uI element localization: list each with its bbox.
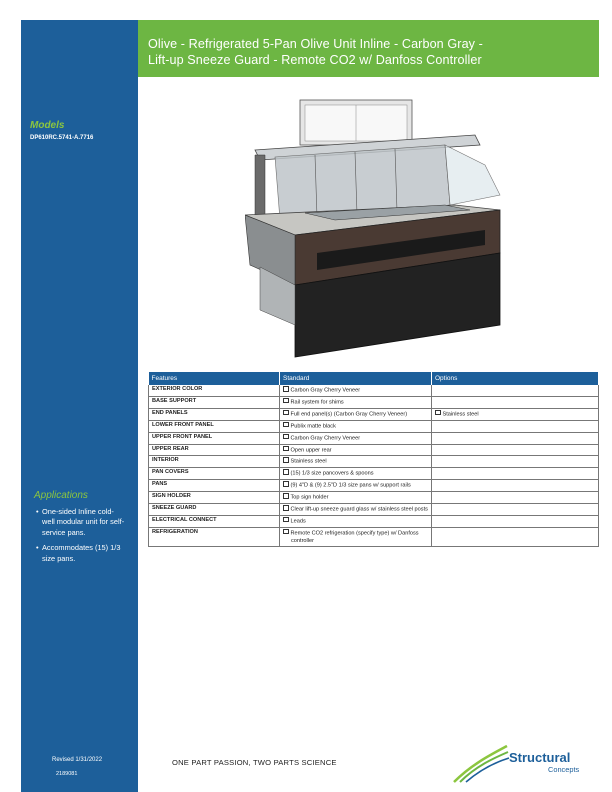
feature-name: REFRIGERATION xyxy=(149,527,280,546)
table-row xyxy=(149,468,599,480)
feature-name: BASE SUPPORT xyxy=(149,396,280,408)
standard-cell xyxy=(280,468,432,480)
checkbox-icon xyxy=(283,517,289,523)
option-cell xyxy=(432,492,599,504)
checkbox-icon xyxy=(283,386,289,392)
feature-name: SIGN HOLDER xyxy=(149,492,280,504)
option-cell xyxy=(432,396,599,408)
option-cell xyxy=(432,456,599,468)
table-row xyxy=(149,408,599,420)
table-header-row xyxy=(149,372,599,385)
model-number: DP610RC.5741-A.7716 xyxy=(30,135,94,141)
standard-text: Carbon Gray Cherry Veneer xyxy=(290,387,361,394)
document-code: 2189081 xyxy=(56,771,78,777)
standard-cell xyxy=(280,527,432,546)
option-text: Stainless steel xyxy=(442,411,479,418)
option-cell xyxy=(432,444,599,456)
application-item: • Accommodates (15) 1/3 size pans. xyxy=(36,543,126,564)
applications-heading: Applications xyxy=(34,490,88,501)
standard-text: Carbon Gray Cherry Veneer xyxy=(290,435,361,442)
table-row xyxy=(149,444,599,456)
checkbox-icon xyxy=(283,422,289,428)
features-table xyxy=(148,372,599,547)
table-row xyxy=(149,480,599,492)
feature-name: SNEEZE GUARD xyxy=(149,504,280,516)
feature-name: EXTERIOR COLOR xyxy=(149,385,280,396)
table-row xyxy=(149,456,599,468)
checkbox-icon xyxy=(283,410,289,416)
standard-text: Top sign holder xyxy=(290,494,329,501)
page-title xyxy=(148,36,588,68)
table-row xyxy=(149,396,599,408)
table-row xyxy=(149,432,599,444)
option-cell xyxy=(432,515,599,527)
option-cell xyxy=(432,527,599,546)
feature-name: ELECTRICAL CONNECT xyxy=(149,515,280,527)
standard-cell xyxy=(280,385,432,396)
checkbox-icon xyxy=(283,434,289,440)
standard-cell xyxy=(280,408,432,420)
application-item: • One-sided Inline cold-well modular unit for self-service pans. xyxy=(36,507,126,538)
logo-subtitle: Concepts xyxy=(548,765,580,774)
feature-name: PAN COVERS xyxy=(149,468,280,480)
checkbox-icon xyxy=(283,457,289,463)
revised-date: Revised 1/31/2022 xyxy=(52,757,103,763)
title-line-2: Lift-up Sneeze Guard - Remote CO2 w/ Danfoss Controller xyxy=(148,53,482,67)
table-row xyxy=(149,420,599,432)
table-row xyxy=(149,492,599,504)
col-header-features: Features xyxy=(149,372,280,385)
standard-text: Clear lift-up sneeze guard glass w/ stainless steel posts xyxy=(290,506,428,513)
checkbox-icon xyxy=(283,493,289,499)
option-cell xyxy=(432,432,599,444)
standard-cell xyxy=(280,456,432,468)
checkbox-icon xyxy=(283,398,289,404)
checkbox-icon xyxy=(283,446,289,452)
checkbox-icon xyxy=(283,529,289,535)
col-header-standard: Standard xyxy=(280,372,432,385)
table-row xyxy=(149,515,599,527)
standard-cell xyxy=(280,504,432,516)
feature-name: PANS xyxy=(149,480,280,492)
footer-tagline: ONE PART PASSION, TWO PARTS SCIENCE xyxy=(172,758,337,767)
standard-cell xyxy=(280,492,432,504)
standard-text: Open upper rear xyxy=(290,447,332,454)
standard-text: Remote CO2 refrigeration (specify type) w/ Danfoss controller xyxy=(290,530,419,544)
checkbox-icon xyxy=(283,481,289,487)
standard-cell xyxy=(280,420,432,432)
standard-text: Publix matte black xyxy=(290,423,336,430)
checkbox-icon xyxy=(435,410,441,416)
option-cell xyxy=(432,480,599,492)
feature-name: LOWER FRONT PANEL xyxy=(149,420,280,432)
option-cell xyxy=(432,408,599,420)
standard-text: Leads xyxy=(290,518,306,525)
standard-text: Full end panel(s) (Carbon Gray Cherry Veneer) xyxy=(290,411,408,418)
option-cell xyxy=(432,504,599,516)
option-cell xyxy=(432,420,599,432)
checkbox-icon xyxy=(283,505,289,511)
standard-text: Rail system for shims xyxy=(290,399,344,406)
product-image xyxy=(245,95,505,360)
col-header-options: Options xyxy=(432,372,599,385)
standard-text: (9) 4"D & (9) 2.5"D 1/3 size pans w/ support rails xyxy=(290,482,411,489)
standard-cell xyxy=(280,480,432,492)
option-cell xyxy=(432,468,599,480)
feature-name: UPPER FRONT PANEL xyxy=(149,432,280,444)
feature-name: INTERIOR xyxy=(149,456,280,468)
title-line-1: Olive - Refrigerated 5-Pan Olive Unit Inline - Carbon Gray - xyxy=(148,37,483,51)
standard-cell xyxy=(280,396,432,408)
standard-text: Stainless steel xyxy=(290,458,327,465)
feature-name: END PANELS xyxy=(149,408,280,420)
logo-name: Structural xyxy=(509,750,571,765)
feature-name: UPPER REAR xyxy=(149,444,280,456)
standard-text: (15) 1/3 size pancovers & spoons xyxy=(290,470,374,477)
checkbox-icon xyxy=(283,469,289,475)
table-row xyxy=(149,385,599,396)
models-heading: Models xyxy=(30,120,65,131)
table-row xyxy=(149,504,599,516)
standard-cell xyxy=(280,432,432,444)
option-cell xyxy=(432,385,599,396)
table-row xyxy=(149,527,599,546)
applications-list xyxy=(36,507,126,569)
standard-cell xyxy=(280,444,432,456)
standard-cell xyxy=(280,515,432,527)
